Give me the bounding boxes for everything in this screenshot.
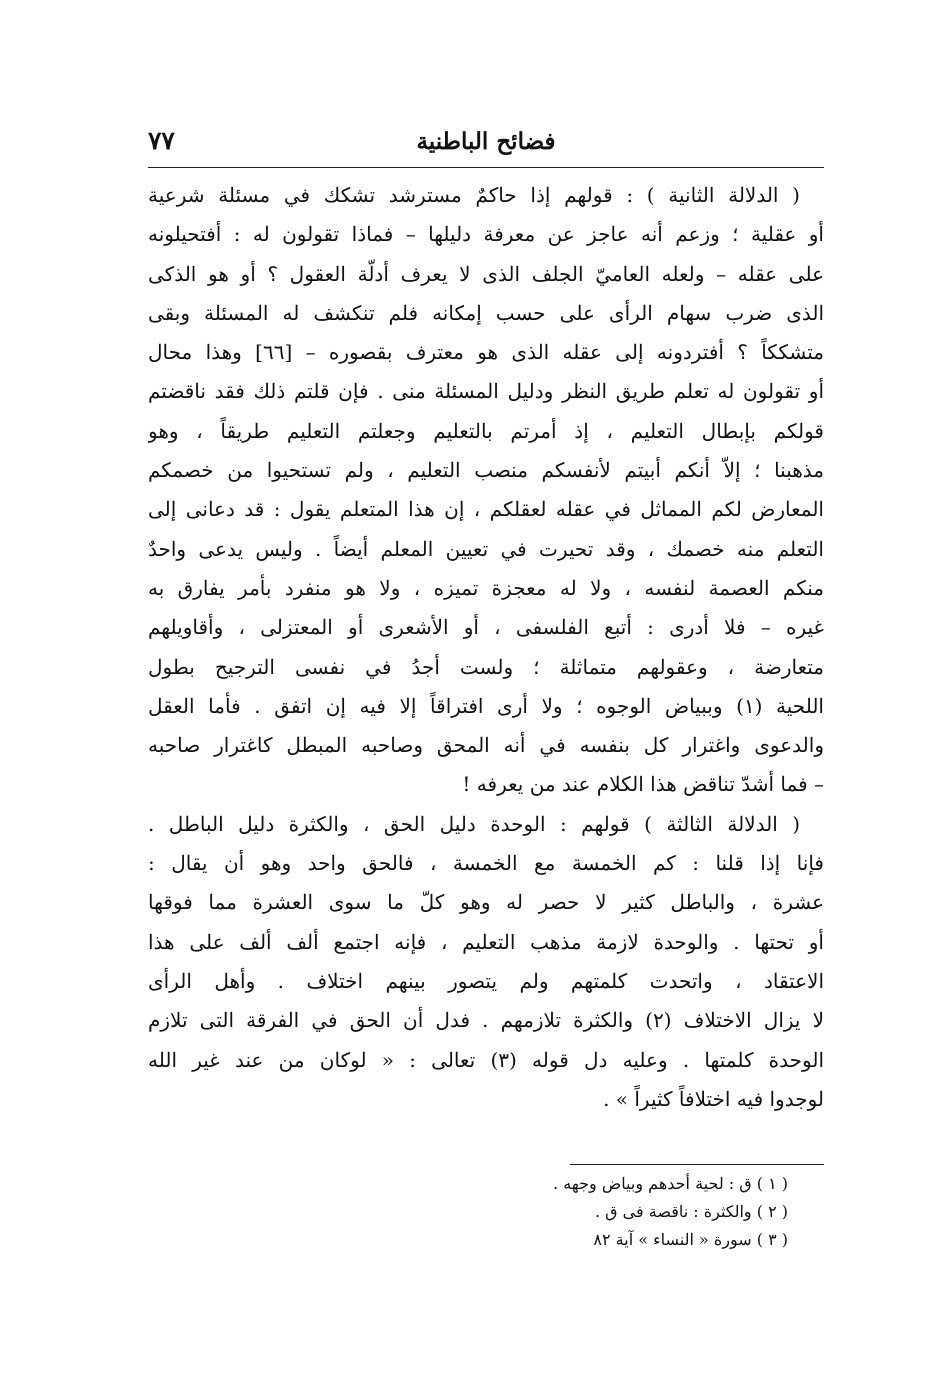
footnote: ( ٢ ) والكثرة : ناقصة فى ق . — [595, 1202, 788, 1221]
text-line: التعلم منه خصمك ، وقد تحيرت في تعيين المعلم أيضاً . وليس يدعى واحدٌ — [148, 536, 824, 561]
text-line: الوحدة كلمتها . وعليه دل قوله (٣) تعالى : « لوكان من عند غير الله — [148, 1047, 824, 1072]
text-line: على عقله – ولعله العاميّ الجلف الذى لا يعرف أدلّة العقول ؟ أو هو الذكى — [148, 261, 824, 286]
text-line: المعارض لكم المماثل في عقله لعقلكم ، إن هذا المتعلم يقول : قد دعانى إلى — [148, 497, 824, 522]
page-number: ٧٧ — [148, 126, 175, 155]
text-line: ( الدلالة الثالثة ) قولهم : الوحدة دليل الحق ، والكثرة دليل الباطل . — [148, 811, 800, 836]
text-line: – فما أشدّ تناقض هذا الكلام عند من يعرفه ! — [462, 772, 824, 797]
text-line: قولكم بإبطال التعليم ، إذ أمرتم بالتعليم وجعلتم التعليم طريقاً ، وهو — [148, 418, 824, 443]
footnote: ( ١ ) ق : لحية أحدهم وبياض وجهه . — [553, 1174, 788, 1193]
header-rule — [148, 167, 824, 168]
paragraph-2 — [148, 805, 824, 1119]
text-line: منكم العصمة لنفسه ، ولا له معجزة تميزه ، ولا هو منفرد بأمر يفارق به — [148, 575, 824, 600]
text-line: لوجدوا فيه اختلافاً كثيراً » . — [603, 1086, 824, 1111]
footnote: ( ٣ ) سورة « النساء » آية ٨٢ — [593, 1230, 788, 1249]
page-header — [148, 122, 824, 170]
text-line: ( الدلالة الثانية ) : قولهم إذا حاكمٌ مسترشد تشكك في مسئلة شرعية — [148, 183, 800, 207]
paragraph-1 — [148, 176, 824, 805]
text-line: أو تحتها . والوحدة لازمة مذهب التعليم ، فإنه اجتمع ألف ألف على هذا — [148, 929, 824, 954]
footnotes — [148, 1170, 788, 1254]
running-title: فضائح الباطنية — [416, 128, 556, 155]
text-line: متشككاً ؟ أفتردونه إلى عقله الذى هو معترف بقصوره – [٦٦] وهذا محال — [148, 340, 824, 365]
text-line: فإنا إذا قلنا : كم الخمسة مع الخمسة ، فالحق واحد وهو أن يقال : — [148, 851, 824, 876]
footnote-rule — [570, 1164, 824, 1165]
text-line: اللحية (١) وببياض الوجوه ؛ ولا أرى افتراقاً إلا فيه إن اتفق . فأما العقل — [148, 693, 824, 718]
main-text — [148, 176, 824, 1119]
text-line: عشرة ، والباطل كثير لا حصر له وهو كلّ ما سوى العشرة مما فوقها — [148, 890, 824, 915]
text-line: متعارضة ، وعقولهم متماثلة ؛ ولست أجدُ في نفسى الترجيح بطول — [148, 654, 824, 679]
text-line: الذى ضرب سهام الرأى على حسب إمكانه فلم تنكشف له المسئلة وبقى — [148, 300, 824, 325]
text-line: الاعتقاد ، واتحدت كلمتهم ولم يتصور بينهم اختلاف . وأهل الرأى — [148, 968, 824, 993]
text-line: أو عقلية ؛ وزعم أنه عاجز عن معرفة دليلها – فماذا تقولون له : أفتحيلونه — [148, 222, 824, 247]
text-line: غيره – فلا أدرى : أتبع الفلسفى ، أو الأشعرى أو المعتزلى ، وأقاويلهم — [148, 615, 824, 640]
text-line: أو تقولون له تعلم طريق النظر ودليل المسئلة منى . فإن قلتم ذلك فقد ناقضتم — [148, 379, 824, 404]
text-line: مذهبنا ؛ إلاّ أنكم أبيتم لأنفسكم منصب التعليم ، ولم تستحيوا من خصمكم — [148, 458, 824, 483]
text-line: لا يزال الاختلاف (٢) والكثرة تلازمهم . فدل أن الحق في الفرقة التى تلازم — [148, 1008, 824, 1033]
text-line: والدعوى واغترار كل بنفسه في أنه المحق وصاحبه المبطل كاغترار صاحبه — [148, 733, 824, 758]
